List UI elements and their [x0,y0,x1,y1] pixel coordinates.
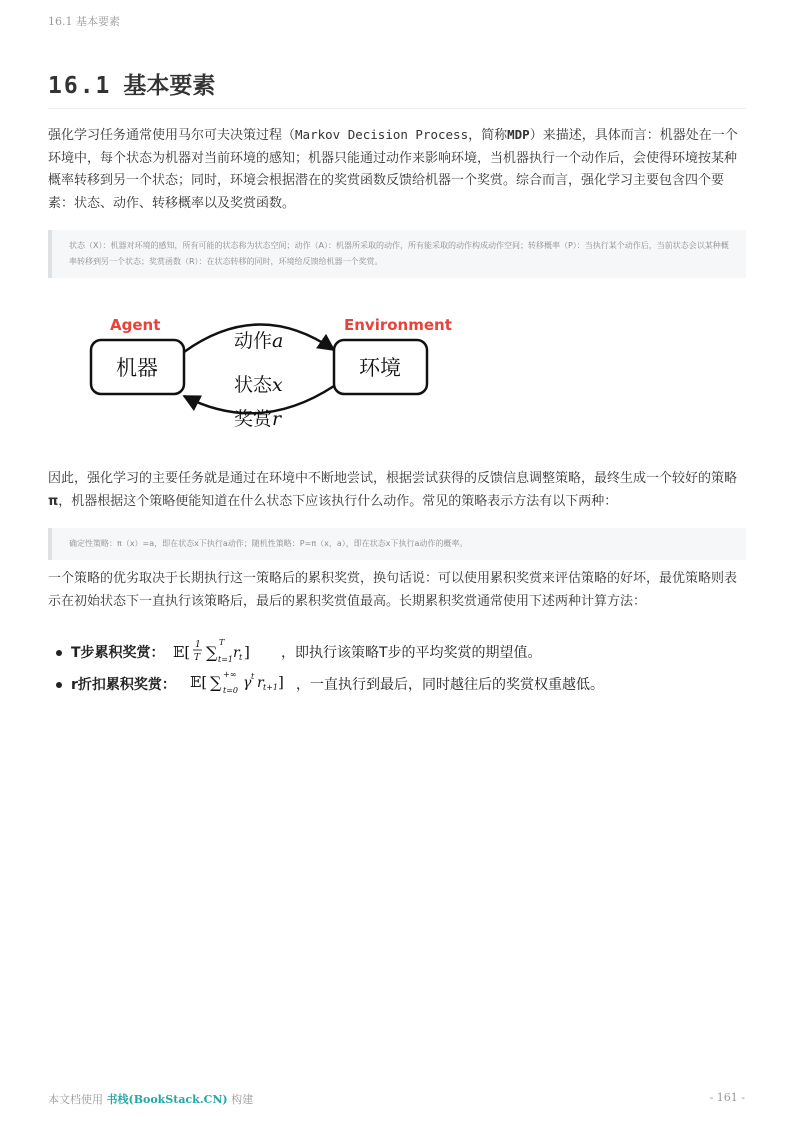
svg-text:γ: γ [243,675,252,691]
footer-credit [48,1091,253,1107]
intro-text-2: ，简称 [468,128,508,143]
t-step-description: ，即执行该策略T步的平均奖赏的期望值。 [281,645,542,661]
svg-text:t+1: t+1 [263,683,279,692]
bullet-icon [56,682,62,688]
gamma-label: r折扣累积奖赏： [71,677,176,693]
t-step-label: T步累积奖赏： [71,645,165,661]
svg-text:t: t [239,653,243,662]
svg-text:𝔼[: 𝔼[ [173,643,191,661]
svg-text:t=1: t=1 [218,655,234,664]
formula-item-t-step [48,636,748,668]
mdp-abbr: MDP [507,127,530,142]
state-label: 状态x [234,374,283,396]
policy-text-1: 因此，强化学习的主要任务就是通过在环境中不断地尝试，根据尝试获得的反馈信息调整策略，最终生成一个较好的策略 [48,471,738,486]
reward-label: 奖赏r [234,408,282,430]
svg-text:∑: ∑ [206,643,218,662]
environment-box-label: 环境 [359,356,401,380]
svg-text:1: 1 [195,640,201,650]
note-block-elements [48,230,746,278]
svg-text:T: T [219,638,225,647]
running-header: 16.1 基本要素 [48,15,120,28]
note-block-policy [48,528,746,560]
footer-prefix: 本文档使用 [48,1093,107,1106]
svg-text:r: r [233,645,240,661]
reward-paragraph: 一个策略的优劣取决于长期执行这一策略后的累积奖赏，换句话说：可以使用累积奖赏来评估策略的好坏，最优策略则表示在初始状态下一直执行该策略后，最后的累积奖赏值最高。长期累积奖赏通常使用下述两种计算方法： [48,571,738,609]
footer-suffix: 构建 [227,1093,254,1106]
bookstack-link[interactable]: 书栈(BookStack.CN) [106,1093,228,1106]
agent-tag: Agent [110,316,161,334]
svg-text:T: T [194,653,201,663]
policy-paragraph [48,468,746,513]
svg-text:∑: ∑ [210,673,222,692]
gamma-description: ，一直执行到最后，同时越往后的奖赏权重越低。 [296,677,604,693]
formula-item-gamma [48,668,748,700]
intro-text-3: ）来描述，具体而言：机器处在一个环境中，每个状态为机器对当前环境的感知；机器只能通过动作来影响环境，当机器执行一个动作后，会使得环境按某种概率转移到另一个状态；同时，环境会根据潜在的奖赏函数反馈给机器一个奖赏。综合而言，强化学习主要包含四个要素：状态、动作、转移概率以及奖赏函数。 [48,128,738,211]
note-elements-text: 状态（X）：机器对环境的感知，所有可能的状态称为状态空间；动作（A）：机器所采取的动作，所有能采取的动作构成动作空间；转移概率（P）：当执行某个动作后，当前状态会以某种概率转移到另一个状态；奖赏函数（R）：在状态转移的同时，环境给反馈给机器一个奖赏。 [69,241,729,266]
svg-text:+∞: +∞ [223,670,237,679]
note-policy-text: 确定性策略：π（x）=a，即在状态x下执行a动作；随机性策略：P=π（x，a），即在状态x下执行a动作的概率。 [69,539,468,548]
svg-text:t=0: t=0 [223,686,239,695]
intro-paragraph [48,124,746,215]
policy-text-2: ，机器根据这个策略便能知道在什么状态下应该执行什么动作。常见的策略表示方法有以下两种： [58,493,618,509]
svg-text:𝔼[: 𝔼[ [190,673,208,691]
section-title: 基本要素 [123,73,216,99]
svg-text:r: r [257,675,264,691]
environment-tag: Environment [344,316,452,334]
formula-list [48,636,748,700]
bullet-icon [56,650,62,656]
action-label: 动作a [234,330,284,352]
section-heading [48,66,746,109]
agent-box-label: 机器 [116,356,158,380]
t-step-formula [171,636,281,666]
pi-symbol: π [48,493,59,509]
section-number: 16.1 [48,73,112,99]
intro-text-1: 强化学习任务通常使用马尔可夫决策过程（ [48,128,296,143]
mdp-full-name: Markov Decision Process [295,127,469,142]
agent-environment-diagram [86,300,466,440]
svg-text:t: t [251,672,255,681]
svg-text:]: ] [244,643,250,661]
page-number: - 161 - [709,1091,745,1104]
svg-text:]: ] [278,673,284,691]
